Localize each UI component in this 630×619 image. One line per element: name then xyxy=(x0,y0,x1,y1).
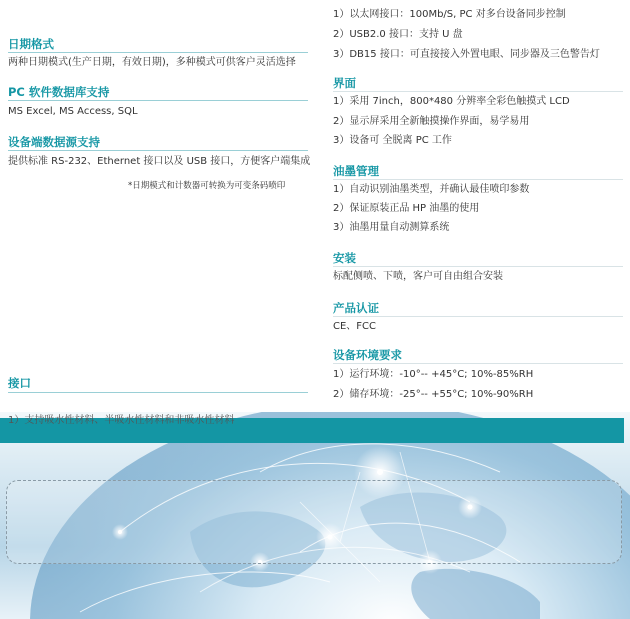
right-top-line-1: 1）以太网接口：100Mb/S, PC 对多台设备同步控制 xyxy=(333,9,566,20)
ink-divider xyxy=(333,179,623,180)
cert-text: CE、FCC xyxy=(333,321,377,332)
device-source-text: 提供标准 RS-232、Ethernet 接口以及 USB 接口，方便客户端集成 xyxy=(8,156,311,167)
install-divider xyxy=(333,266,623,267)
cert-heading: 产品认证 xyxy=(333,301,379,315)
install-text: 标配侧喷、下喷，客户可自由组合安装 xyxy=(333,271,503,282)
pc-db-heading: PC 软件数据库支持 xyxy=(8,85,110,99)
date-format-divider xyxy=(8,52,308,53)
interface-divider xyxy=(8,392,308,393)
env-divider xyxy=(333,363,623,364)
date-format-heading: 日期格式 xyxy=(8,37,54,51)
ink-line-1: 1）自动识别油墨类型，并确认最佳喷印参数 xyxy=(333,184,530,195)
pc-db-divider xyxy=(8,100,308,101)
date-format-text: 两种日期模式(生产日期，有效日期)，多种模式可供客户灵活选择 xyxy=(8,57,296,68)
right-top-line-3: 3）DB15 接口：可直接接入外置电眼、同步器及三色警告灯 xyxy=(333,49,600,60)
pc-db-text: MS Excel, MS Access, SQL xyxy=(8,106,138,117)
ui-line-2: 2）显示屏采用全新触摸操作界面，易学易用 xyxy=(333,116,530,127)
ui-divider xyxy=(333,91,623,92)
install-heading: 安装 xyxy=(333,251,356,265)
ink-line-3: 3）油墨用量自动测算系统 xyxy=(333,222,450,233)
device-source-heading: 设备端数据源支持 xyxy=(8,135,100,149)
ui-heading: 界面 xyxy=(333,76,356,90)
env-heading: 设备环境要求 xyxy=(333,348,402,362)
device-source-note: *日期模式和计数器可转换为可变条码喷印 xyxy=(128,181,286,191)
ui-line-3: 3）设备可 全脱离 PC 工作 xyxy=(333,135,452,146)
ink-heading: 油墨管理 xyxy=(333,164,379,178)
env-line-1: 1）运行环境：-10°-- +45°C; 10%-85%RH xyxy=(333,369,534,380)
dashed-frame xyxy=(6,480,622,564)
interface-heading: 接口 xyxy=(8,376,31,390)
device-source-divider xyxy=(8,150,308,151)
cert-divider xyxy=(333,316,623,317)
right-top-line-2: 2）USB2.0 接口：支持 U 盘 xyxy=(333,29,463,40)
interface-text: 1）支持吸水性材料、半吸水性材料和非吸水性材料 xyxy=(8,415,235,426)
ink-line-2: 2）保证原装正品 HP 油墨的使用 xyxy=(333,203,480,214)
env-line-2: 2）储存环境：-25°-- +55°C; 10%-90%RH xyxy=(333,389,534,400)
ui-line-1: 1）采用 7inch，800*480 分辨率全彩色触摸式 LCD xyxy=(333,96,570,107)
